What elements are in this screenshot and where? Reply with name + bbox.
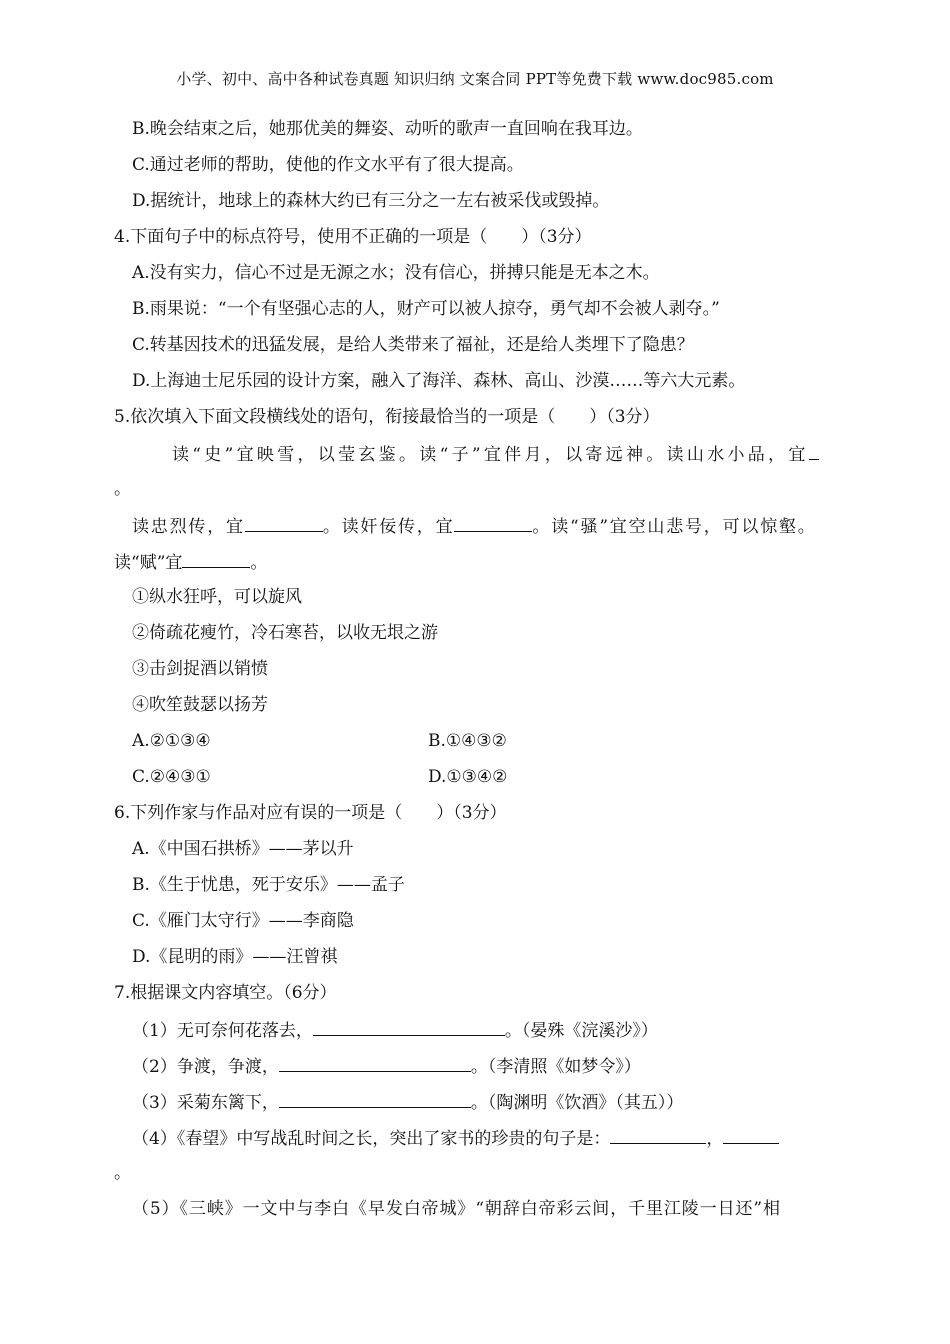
q7-item-4-end: 。: [114, 1163, 131, 1183]
q5-blank-1[interactable]: [809, 441, 819, 460]
q4-option-c: C.转基因技术的迅猛发展，是给人类带来了福祉，还是给人类埋下了隐患？: [132, 335, 694, 355]
q7-item-2-source: 。（李清照《如梦令》）: [470, 1057, 641, 1077]
q5-item-4: ④吹笙鼓瑟以扬芳: [132, 695, 268, 715]
q5-option-d: D.①③④②: [428, 767, 508, 787]
q5-option-c: C.②④③①: [132, 767, 211, 787]
q7-item-4-text: （4）《春望》中写战乱时间之长，突出了家书的珍贵的句子是：: [132, 1129, 611, 1149]
q7-item-4-comma: ，: [706, 1129, 724, 1149]
q5-passage-line3: [114, 549, 267, 575]
page-header: 小学、初中、高中各种试卷真题 知识归纳 文案合同 PPT等免费下载 www.doc985.com: [176, 70, 774, 88]
q4-option-d: D.上海迪士尼乐园的设计方案，融入了海洋、森林、高山、沙漠……等六大元素。: [132, 371, 746, 391]
q6-option-a: A.《中国石拱桥》——茅以升: [132, 839, 354, 859]
q7-item-1: [132, 1017, 658, 1043]
q3-option-c: C.通过老师的帮助，使他的作文水平有了很大提高。: [132, 155, 524, 175]
q7-item-2: [132, 1053, 641, 1079]
q4-option-a: A.没有实力，信心不过是无源之水；没有信心，拼搏只能是无本之木。: [132, 263, 660, 283]
q6-option-c: C.《雁门太守行》——李商隐: [132, 911, 354, 931]
q5-passage-line1: [172, 441, 819, 467]
q5-passage-text: 读“史”宜映雪，以莹玄鉴。读“子”宜伴月，以寄远神。读山水小品，宜: [172, 445, 809, 465]
q7-item-3-source: 。（陶渊明《饮酒》（其五））: [470, 1093, 684, 1113]
q5-stem: 5.依次填入下面文段横线处的语句，衔接最恰当的一项是（ ）（3分）: [114, 407, 660, 427]
q4-stem: 4.下面句子中的标点符号，使用不正确的一项是（ ）（3分）: [114, 227, 592, 247]
q6-option-b: B.《生于忧患，死于安乐》——孟子: [132, 875, 405, 895]
q7-item-3-text: （3）采菊东篱下，: [132, 1093, 279, 1113]
q5-text-e: 。: [250, 553, 268, 573]
q7-item-1-text: （1）无可奈何花落去，: [132, 1021, 313, 1041]
q7-item-2-text: （2）争渡，争渡，: [132, 1057, 279, 1077]
q6-stem: 6.下列作家与作品对应有误的一项是（ ）（3分）: [114, 803, 507, 823]
q7-blank-3[interactable]: [279, 1089, 471, 1108]
q5-text-a: 读忠烈传，宜: [132, 517, 245, 537]
q5-item-2: ②倚疏花瘦竹，冷石寒苔，以收无垠之游: [132, 623, 438, 643]
q7-item-1-source: 。（晏殊《浣溪沙》）: [504, 1021, 658, 1041]
q7-blank-2[interactable]: [279, 1053, 471, 1072]
q5-item-1: ①纵水狂呼，可以旋风: [132, 587, 302, 607]
q5-option-b: B.①④③②: [428, 731, 507, 751]
q3-option-b: B.晚会结束之后，她那优美的舞姿、动听的歌声一直回响在我耳边。: [132, 119, 643, 139]
q5-item-3: ③击剑捉酒以销愤: [132, 659, 268, 679]
q7-blank-4[interactable]: [610, 1125, 706, 1144]
q6-option-d: D.《昆明的雨》——汪曾祺: [132, 947, 338, 967]
q5-text-d: 读“赋”宜: [114, 553, 183, 573]
q5-blank-2[interactable]: [245, 513, 323, 532]
q5-blank-3[interactable]: [454, 513, 532, 532]
q5-text-c: 。读“骚”宜空山悲号，可以惊壑。: [532, 517, 817, 537]
q7-item-4: [132, 1125, 779, 1151]
q7-blank-5[interactable]: [723, 1125, 779, 1144]
q5-blank-4[interactable]: [182, 549, 250, 568]
q7-blank-1[interactable]: [313, 1017, 505, 1036]
q5-passage-line1-end: 。: [114, 479, 131, 499]
q7-item-3: [132, 1089, 683, 1115]
q7-item-5: （5）《三峡》一文中与李白《早发白帝城》“朝辞白帝彩云间，千里江陵一日还”相: [132, 1199, 781, 1219]
q4-option-b: B.雨果说：“一个有坚强心志的人，财产可以被人掠夺，勇气却不会被人剥夺。”: [132, 299, 720, 319]
q5-passage-line2: [132, 513, 817, 539]
q5-option-a: A.②①③④: [132, 731, 211, 751]
q5-text-b: 。读奸佞传，宜: [322, 517, 455, 537]
q3-option-d: D.据统计，地球上的森林大约已有三分之一左右被采伐或毁掉。: [132, 191, 610, 211]
q7-stem: 7.根据课文内容填空。（6分）: [114, 983, 337, 1003]
